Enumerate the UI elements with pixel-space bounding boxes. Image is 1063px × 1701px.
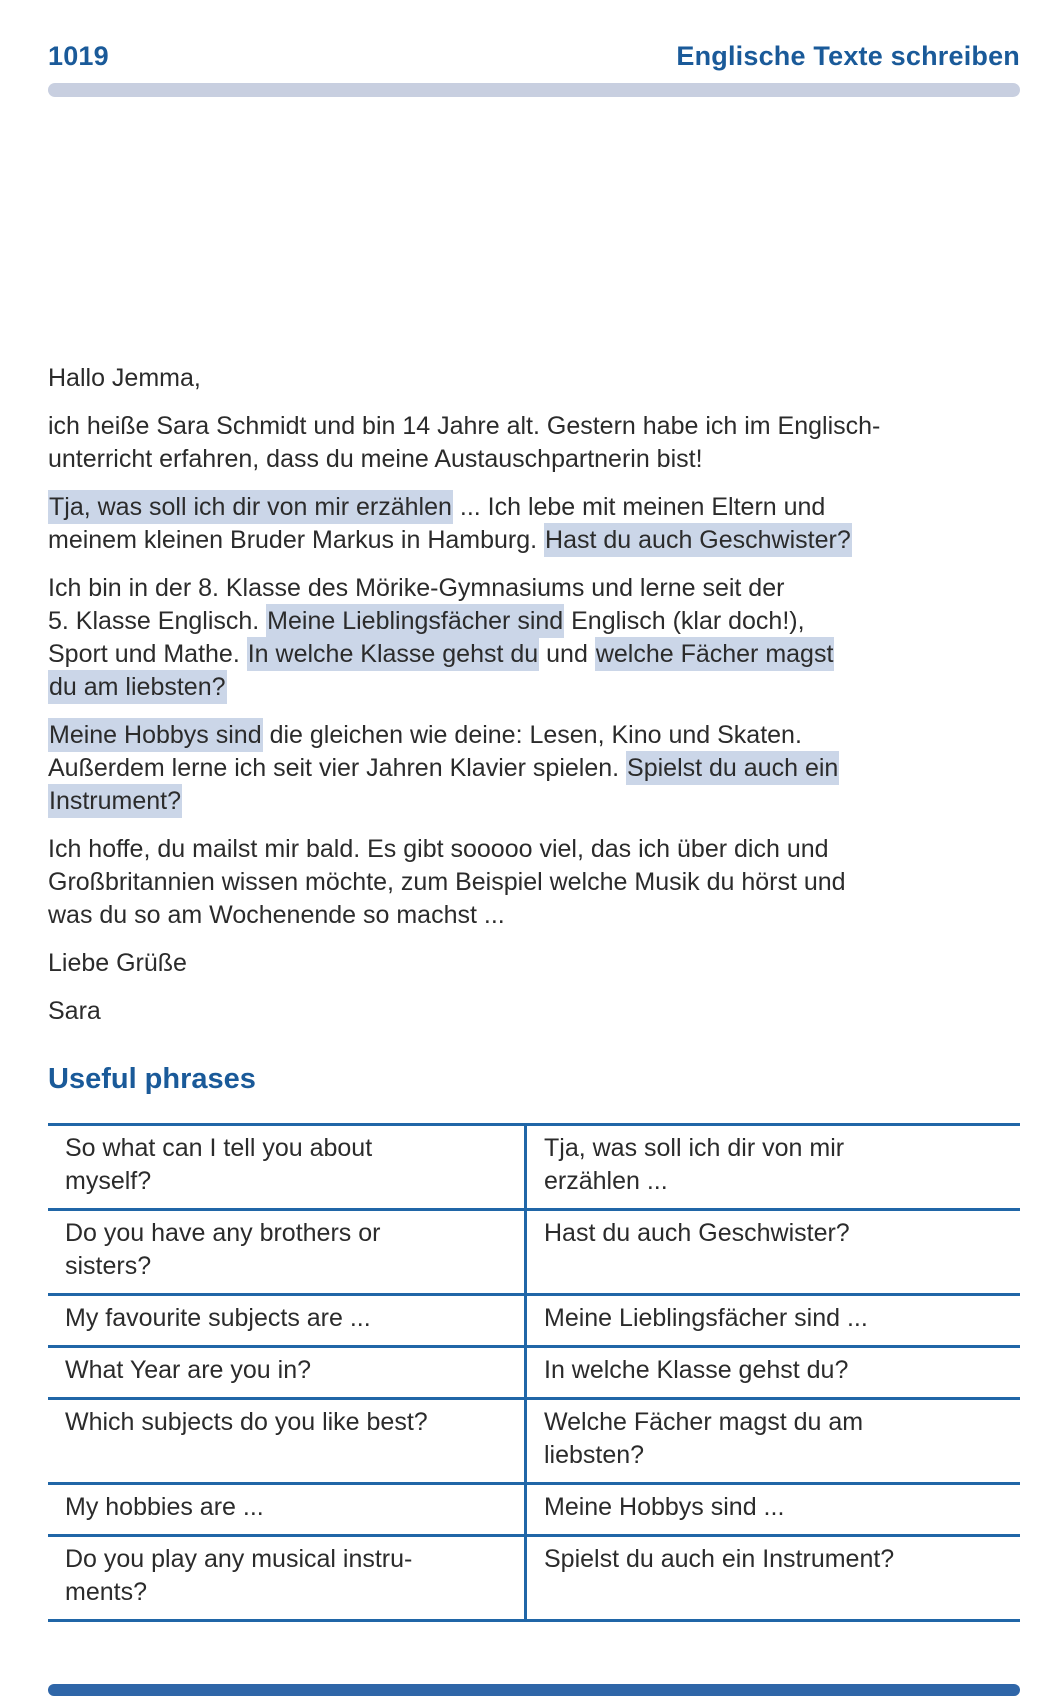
letter-paragraph	[48, 995, 960, 1028]
section-heading: Useful phrases	[48, 1063, 256, 1095]
phrase-row	[48, 1296, 1020, 1348]
phrase-row	[48, 1537, 1020, 1622]
letter-text: Ich bin in der 8. Klasse des Mörike-Gymnasiums und lerne seit der	[48, 574, 785, 602]
highlighted-phrase: du am liebsten?	[48, 670, 227, 704]
highlighted-phrase: Hast du auch Geschwister?	[544, 523, 852, 557]
letter-text: was du so am Wochenende so machst ...	[48, 901, 505, 929]
letter-paragraph	[48, 491, 960, 557]
footer-bar	[48, 1684, 1020, 1696]
phrase-row	[48, 1348, 1020, 1400]
phrase-cell-english: My favourite subjects are ...	[48, 1296, 527, 1345]
highlighted-phrase: welche Fächer magst	[595, 637, 835, 671]
phrase-row	[48, 1126, 1020, 1211]
letter-paragraph	[48, 572, 960, 704]
letter-text: die gleichen wie deine: Lesen, Kino und Skaten.	[262, 721, 802, 749]
letter-paragraph	[48, 947, 960, 980]
highlighted-phrase: Instrument?	[48, 784, 182, 818]
letter-text: Sara	[48, 997, 101, 1025]
phrase-row	[48, 1485, 1020, 1537]
letter-text: Sport und Mathe.	[48, 640, 247, 668]
letter-text: Ich hoffe, du mailst mir bald. Es gibt sooooo viel, das ich über dich und	[48, 835, 829, 863]
header-divider-bar	[48, 83, 1020, 97]
phrase-cell-english: Do you play any musical instru- ments?	[48, 1537, 527, 1619]
phrase-cell-english: What Year are you in?	[48, 1348, 527, 1397]
letter-paragraph	[48, 410, 960, 476]
letter-text: Liebe Grüße	[48, 949, 187, 977]
letter-text: meinem kleinen Bruder Markus in Hamburg.	[48, 526, 545, 554]
phrase-cell-german: Tja, was soll ich dir von mir erzählen ...	[544, 1134, 845, 1195]
highlighted-phrase: Spielst du auch ein	[626, 751, 839, 785]
phrase-cell-english: Which subjects do you like best?	[48, 1400, 527, 1482]
letter-paragraph	[48, 833, 960, 932]
letter-paragraph	[48, 362, 960, 395]
phrase-cell-english: So what can I tell you about myself?	[48, 1126, 527, 1208]
highlighted-phrase: Meine Hobbys sind	[48, 718, 263, 752]
useful-phrases-section	[48, 1062, 1020, 1622]
phrase-cell-german: Hast du auch Geschwister?	[544, 1219, 850, 1247]
phrase-row	[48, 1400, 1020, 1485]
letter-paragraph	[48, 719, 960, 818]
phrase-cell-german: Meine Lieblingsfächer sind ...	[544, 1304, 868, 1332]
useful-phrases-table	[48, 1123, 1020, 1622]
letter-text: 5. Klasse Englisch.	[48, 607, 267, 635]
phrase-cell-german: Meine Hobbys sind ...	[544, 1493, 785, 1521]
letter-text: Großbritannien wissen möchte, zum Beispiel welche Musik du hörst und	[48, 868, 846, 896]
letter-text: unterricht erfahren, dass du meine Austauschpartnerin bist!	[48, 445, 703, 473]
running-header-title: Englische Texte schreiben	[676, 41, 1020, 71]
letter-text: Hallo Jemma,	[48, 364, 201, 392]
highlighted-phrase: In welche Klasse gehst du	[247, 637, 539, 671]
letter-text: ich heiße Sara Schmidt und bin 14 Jahre alt. Gestern habe ich im Englisch-	[48, 412, 881, 440]
letter-text: Englisch (klar doch!),	[564, 607, 805, 635]
page-header	[48, 41, 1020, 72]
phrase-cell-german: Welche Fächer magst du am liebsten?	[544, 1408, 864, 1469]
letter	[48, 362, 960, 1043]
phrase-row	[48, 1211, 1020, 1296]
phrase-cell-german: In welche Klasse gehst du?	[544, 1356, 849, 1384]
phrase-cell-english: My hobbies are ...	[48, 1485, 527, 1534]
phrase-cell-german: Spielst du auch ein Instrument?	[544, 1545, 895, 1573]
page-number: 1019	[48, 41, 109, 71]
highlighted-phrase: Tja, was soll ich dir von mir erzählen	[48, 490, 453, 524]
letter-text: ... Ich lebe mit meinen Eltern und	[452, 493, 826, 521]
letter-text: und	[539, 640, 595, 668]
highlighted-phrase: Meine Lieblingsfächer sind	[266, 604, 564, 638]
phrase-cell-english: Do you have any brothers or sisters?	[48, 1211, 527, 1293]
letter-text: Außerdem lerne ich seit vier Jahren Klavier spielen.	[48, 754, 627, 782]
